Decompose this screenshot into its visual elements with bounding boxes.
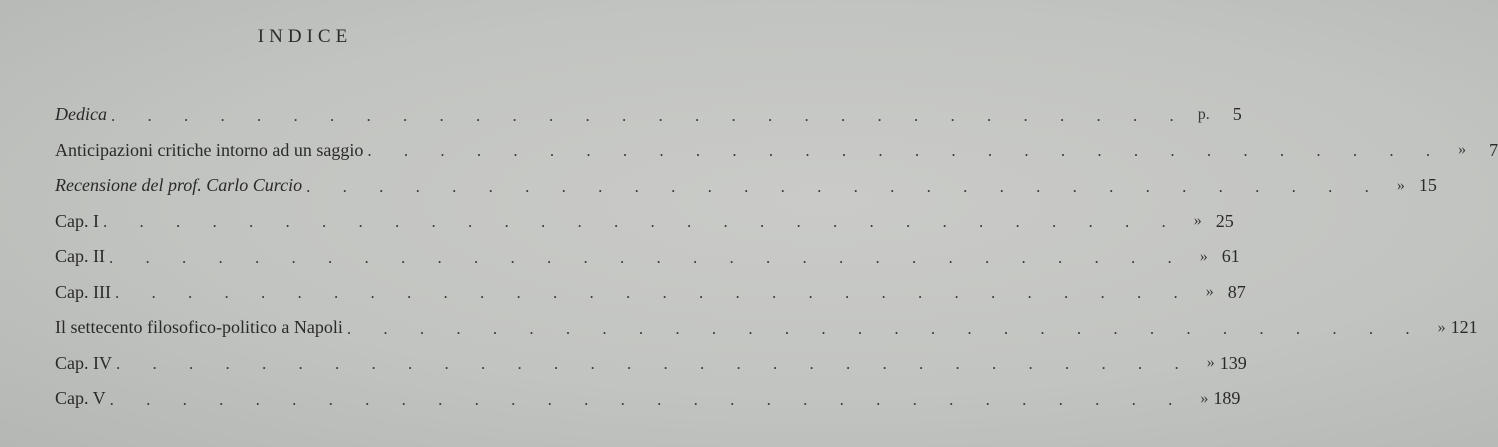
dot-leader: . . . . . . . . . . . . . . . . . . . . . . . . . . . . . . — [103, 212, 1180, 232]
ditto-marker: » — [1396, 176, 1405, 194]
page-number: 5 — [1232, 104, 1242, 125]
page-number: 15 — [1418, 175, 1437, 196]
toc-entry-cap-5 — [55, 381, 1241, 417]
page-number: 87 — [1227, 281, 1246, 302]
page-number: 61 — [1221, 246, 1240, 267]
toc-entry-settecento — [55, 310, 1478, 346]
page-number: 139 — [1219, 352, 1247, 373]
dot-leader: . . . . . . . . . . . . . . . . . . . . . . . . . . . . . . — [109, 389, 1187, 409]
page-number: 25 — [1215, 210, 1234, 231]
entry-label: Il settecento filosofico-politico a Napoli — [55, 317, 343, 338]
table-of-contents — [55, 97, 1498, 417]
dot-leader: . . . . . . . . . . . . . . . . . . . . . . . . . . . . . . — [346, 318, 1424, 338]
entry-label: Recensione del prof. Carlo Curcio — [55, 175, 303, 196]
toc-entry-anticipazioni — [55, 133, 1498, 169]
entry-label: Cap. I — [55, 210, 99, 231]
page-marker: p. — [1197, 105, 1210, 123]
dot-leader: . . . . . . . . . . . . . . . . . . . . . . . . . . . . . . — [116, 354, 1193, 374]
toc-entry-cap-3 — [55, 275, 1246, 311]
ditto-marker: » — [1437, 318, 1446, 336]
dot-leader: . . . . . . . . . . . . . . . . . . . . . . . . . . . . . . — [367, 141, 1445, 161]
ditto-marker: » — [1205, 283, 1214, 301]
dot-leader: . . . . . . . . . . . . . . . . . . . . . . . . . . . . . . — [114, 283, 1192, 303]
toc-entry-dedica — [55, 97, 1242, 133]
toc-entry-cap-4 — [55, 346, 1247, 382]
page-number: 7 — [1489, 139, 1498, 160]
entry-label: Cap. III — [55, 281, 111, 302]
entry-label: Cap. V — [55, 388, 106, 409]
dot-leader: . . . . . . . . . . . . . . . . . . . . . . . . . . . . . . — [110, 105, 1188, 125]
dot-leader: . . . . . . . . . . . . . . . . . . . . . . . . . . . . . . — [108, 247, 1186, 267]
page-number: 189 — [1213, 388, 1241, 409]
entry-label: Cap. II — [55, 246, 105, 267]
entry-label: Cap. IV — [55, 352, 112, 373]
toc-entry-cap-2 — [55, 239, 1240, 275]
toc-entry-recensione — [55, 168, 1437, 204]
entry-label: Dedica — [55, 104, 107, 125]
ditto-marker: » — [1199, 247, 1208, 265]
page-number: 121 — [1450, 317, 1478, 338]
entry-label: Anticipazioni critiche intorno ad un saggio — [55, 139, 364, 160]
toc-entry-cap-1 — [55, 204, 1234, 240]
ditto-marker: » — [1458, 141, 1467, 159]
ditto-marker: » — [1206, 354, 1215, 372]
ditto-marker: » — [1193, 212, 1202, 230]
index-heading: INDICE — [257, 26, 353, 47]
dot-leader: . . . . . . . . . . . . . . . . . . . . . . . . . . . . . . — [306, 176, 1383, 196]
ditto-marker: » — [1200, 389, 1209, 407]
